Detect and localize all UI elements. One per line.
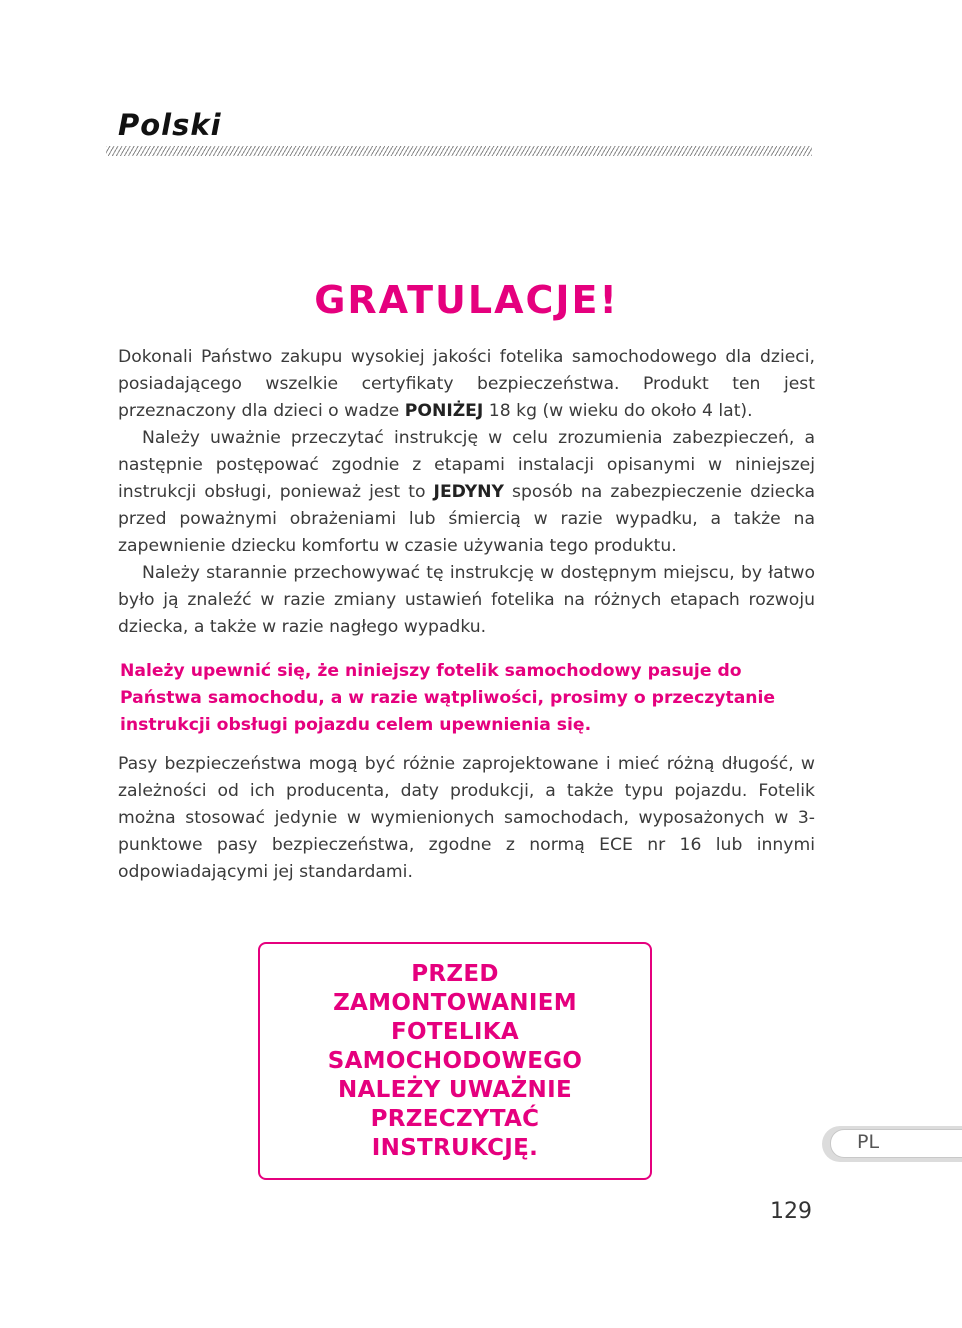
hatched-divider — [106, 146, 812, 156]
callout-line: instrukcji obsługi pojazdu celem upewnienia się. — [120, 715, 592, 735]
section-title: Polski — [118, 108, 222, 142]
seatbelt-paragraph — [118, 751, 815, 886]
warning-line: SAMOCHODOWEGO — [327, 1047, 583, 1074]
page-number: 129 — [770, 1199, 812, 1224]
callout-line: Państwa samochodu, a w razie wątpliwości, prosimy o przeczytanie — [120, 688, 776, 708]
intro-paragraph-1 — [118, 344, 815, 425]
warning-line: INSTRUKCJĘ. — [371, 1134, 539, 1161]
warning-box — [258, 942, 652, 1180]
intro-p2-text-a: Należy uważnie przeczytać instrukcję w celu zrozumienia zabezpieczeń, a następnie postępować zgodnie z etapami instalacji opisanymi w niniejszej instrukcji obsługi, ponieważ jest to — [118, 428, 815, 502]
fit-check-callout — [120, 658, 820, 739]
callout-line: Należy upewnić się, że niniejszy fotelik samochodowy pasuje do — [120, 661, 742, 681]
main-heading: GRATULACJE! — [314, 278, 619, 322]
intro-p2-text-b: sposób na zabezpieczenie dziecka przed poważnymi obrażeniami lub śmiercią w razie wypadku, a także na zapewnienie dziecku komfortu w czasie używania tego produktu. — [118, 482, 815, 556]
intro-text — [118, 344, 815, 641]
warning-line: PRZED — [411, 960, 499, 987]
language-label: PL — [857, 1131, 880, 1153]
warning-line: ZAMONTOWANIEM — [333, 989, 577, 1016]
intro-paragraph-2 — [118, 425, 815, 560]
warning-line: FOTELIKA — [391, 1018, 519, 1045]
seatbelt-text: Pasy bezpieczeństwa mogą być różnie zaprojektowane i mieć różną długość, w zależności od ich producenta, daty produkcji, a także typu pojazdu. Fotelik można stosować jedynie w wymienionych samochodach, wyposażonych w 3-punktowe pasy bezpieczeństwa, zgodne z normą ECE nr 16 lub innymi odpowiadającymi jej standardami. — [118, 754, 815, 882]
intro-paragraph-3: Należy starannie przechowywać tę instrukcję w dostępnym miejscu, by łatwo było ją znaleźć w razie zmiany ustawień fotelika na różnych etapach rozwoju dziecka, a także w razie nagłego wypadku. — [118, 563, 815, 637]
intro-p2-bold: JEDYNY — [433, 482, 504, 502]
warning-line: PRZECZYTAĆ — [370, 1105, 540, 1132]
intro-p1-text-b: 18 kg (w wieku do około 4 lat). — [483, 401, 753, 421]
warning-text — [290, 960, 620, 1163]
language-tab-inner — [830, 1129, 962, 1158]
warning-line: NALEŻY UWAŻNIE — [338, 1076, 572, 1103]
intro-p1-bold: PONIŻEJ — [404, 401, 484, 421]
intro-p1-text-a: Dokonali Państwo zakupu wysokiej jakości fotelika samochodowego dla dzieci, posiadającego wszelkie certyfikaty bezpieczeństwa. Produkt ten jest przeznaczony dla dzieci o wadze — [118, 347, 815, 421]
